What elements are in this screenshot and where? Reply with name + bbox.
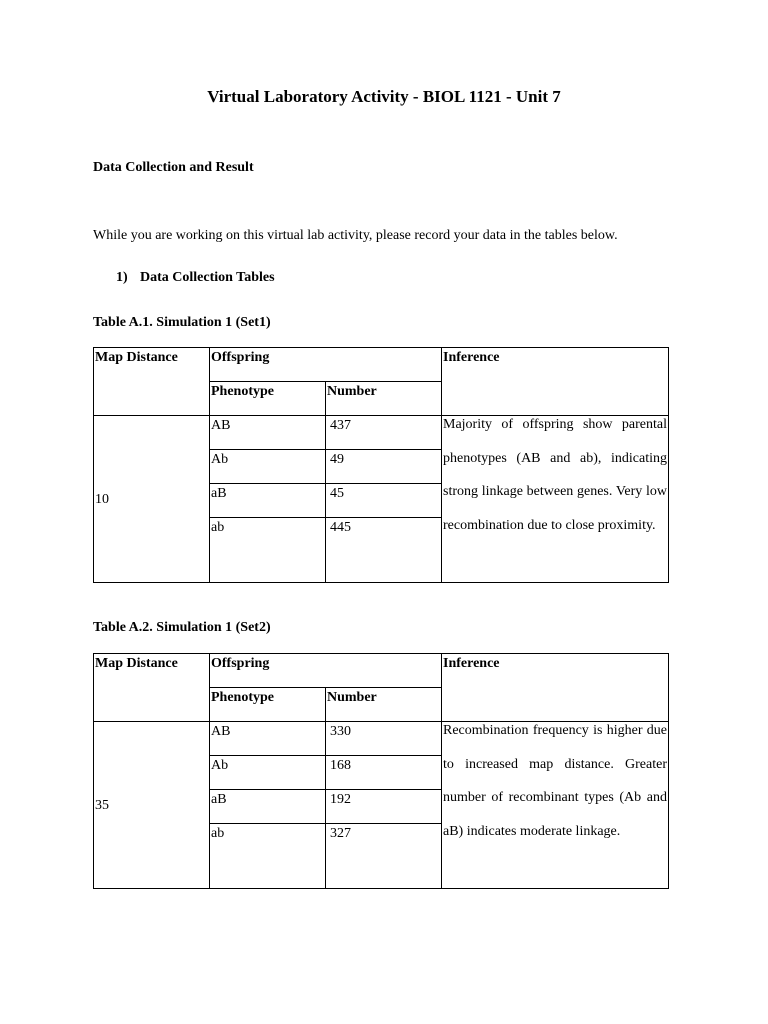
number-cell: 192 (326, 790, 442, 824)
table-caption: Table A.2. Simulation 1 (Set2) (93, 620, 271, 635)
header-phenotype: Phenotype (210, 688, 326, 722)
map-distance-value: 10 (94, 416, 210, 583)
inference-text: Majority of offspring show parental phenotypes (AB and ab), indicating strong linkage between genes. Very low recombination due to close proximity. (443, 417, 667, 533)
phenotype-cell: aB (210, 790, 326, 824)
table-row (94, 416, 669, 450)
intro-paragraph: While you are working on this virtual lab activity, please record your data in the tables below. (93, 228, 618, 243)
inference-cell (442, 722, 669, 889)
phenotype-cell: AB (210, 722, 326, 756)
map-distance-value: 35 (94, 722, 210, 889)
list-heading-text: Data Collection Tables (140, 270, 275, 285)
number-cell: 330 (326, 722, 442, 756)
phenotype-cell: ab (210, 518, 326, 583)
header-offspring: Offspring (210, 654, 442, 688)
table-row (94, 722, 669, 756)
header-phenotype: Phenotype (210, 382, 326, 416)
data-table-set1 (93, 347, 669, 583)
number-cell: 45 (326, 484, 442, 518)
number-cell: 327 (326, 824, 442, 889)
phenotype-cell: aB (210, 484, 326, 518)
page-title: Virtual Laboratory Activity - BIOL 1121 - Unit 7 (207, 87, 561, 106)
header-inference: Inference (442, 654, 669, 722)
table-caption: Table A.1. Simulation 1 (Set1) (93, 315, 271, 330)
list-heading (116, 270, 275, 286)
data-table-set2 (93, 653, 669, 889)
header-map-distance: Map Distance (94, 654, 210, 722)
header-number: Number (326, 688, 442, 722)
number-cell: 168 (326, 756, 442, 790)
phenotype-cell: Ab (210, 450, 326, 484)
header-number: Number (326, 382, 442, 416)
phenotype-cell: ab (210, 824, 326, 889)
phenotype-cell: Ab (210, 756, 326, 790)
header-inference: Inference (442, 348, 669, 416)
number-cell: 49 (326, 450, 442, 484)
list-number: 1) (116, 270, 128, 285)
section-heading: Data Collection and Result (93, 160, 254, 175)
inference-cell (442, 416, 669, 583)
header-map-distance: Map Distance (94, 348, 210, 416)
header-offspring: Offspring (210, 348, 442, 382)
phenotype-cell: AB (210, 416, 326, 450)
inference-text: Recombination frequency is higher due to increased map distance. Greater number of recombinant types (Ab and aB) indicates moderate linkage. (443, 723, 667, 839)
number-cell: 445 (326, 518, 442, 583)
number-cell: 437 (326, 416, 442, 450)
